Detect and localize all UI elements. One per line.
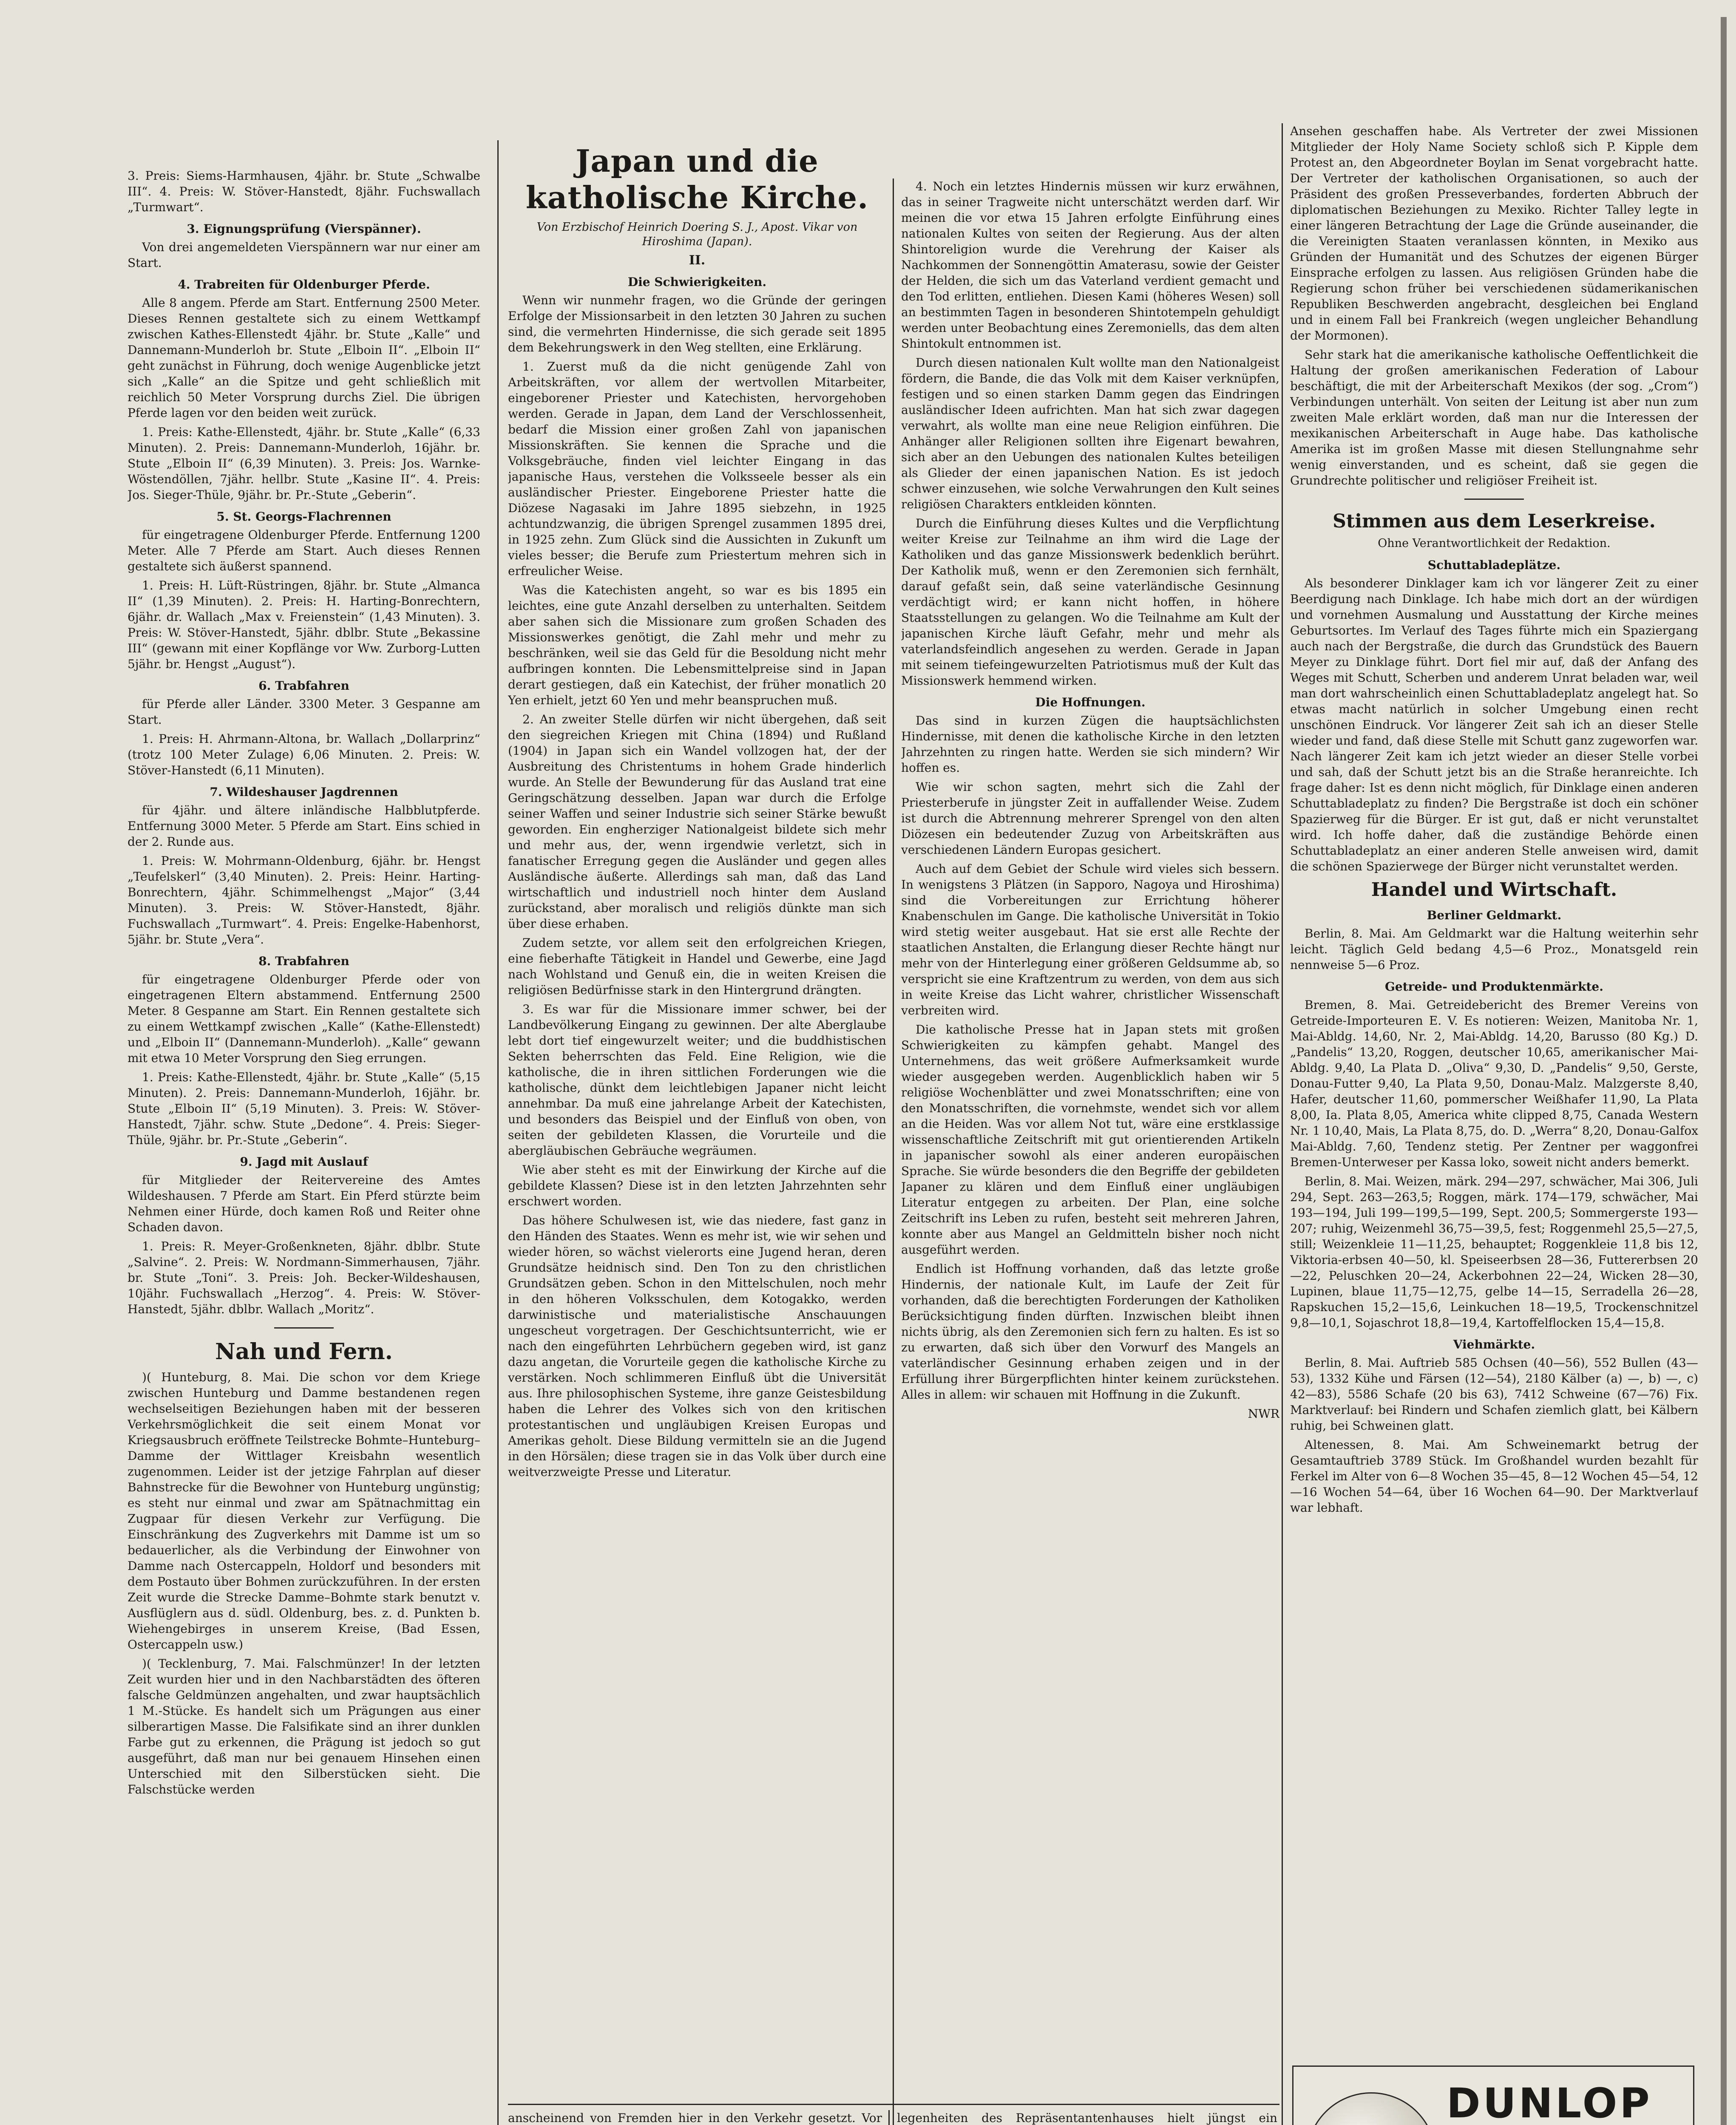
race-results: 1. Preis: H. Lüft-Rüstringen, 8jähr. br. Stute „Almanca II“ (1,39 Minuten). 2. Preis: H. Harting-Bonrechtern, 6jähr. dr. Wallach „Max v. Freienstein“ (1,43 Minuten). 3. Preis: W. Stöver-Hanstedt, 5jähr. dblbr. Stute „Bekassine III“ (gewann mit einer Kopflänge vor Ww. Zurborg-Lutten 5jähr. br. Hengst „August“). <box>128 578 480 671</box>
horizontal-rule <box>508 2104 1279 2105</box>
dunlop-advertisement <box>1292 2066 1694 2125</box>
section-heading: 9. Jagd mit Auslauf <box>240 1155 368 1169</box>
paragraph: Altenessen, 8. Mai. Am Schweinemarkt betrug der Gesamtauftrieb 3789 Stück. Im Großhandel wurden bezahlt für Ferkel im Alter von 6—8 Wochen 35—45, 8—12 Wochen 45—54, 12—16 Wochen 54—64, über 16 Wochen 64—90. Der Marktverlauf war lebhaft. <box>1290 1438 1698 1515</box>
column-rule <box>893 178 894 2125</box>
race-results: 1. Preis: Kathe-Ellenstedt, 4jähr. br. Stute „Kalle“ (5,15 Minuten). 2. Preis: Dannemann-Munderloh, 16jähr. br. Stute „Elboin II“ (5,19 Minuten). 3. Preis: W. Stöver-Hanstedt, 7jähr. schw. Stute „Dedone“. 4. Preis: Sieger-Thüle, 9jähr. br. Pr.-Stute „Geberin“. <box>128 1070 480 1147</box>
paragraph: Endlich ist Hoffnung vorhanden, daß das letzte große Hindernis, der nationale Kult, im Laufe der Zeit für vorhanden, daß die berechtigten Forderungen der Katholiken Berücksichtigung finden dürften. Inzwischen bleibt ihnen nichts übrig, als den Zeremonien sich fern zu halten. Es ist so zu erwarten, daß sich über den Vorwurf des Mangels an vaterländischer Gesinnung erhaben zeigen und in der Erfüllung ihrer Bürgerpflichten hinter keinem zurückstehen. Alles in allem: wir schauen mit Hoffnung in die Zukunft. <box>901 1262 1279 1402</box>
signature: NWR <box>1248 1407 1279 1421</box>
golf-ball-image <box>1306 2092 1436 2125</box>
paragraph: Alle 8 angem. Pferde am Start. Entfernung 2500 Meter. Dieses Rennen gestaltete sich zu einem Wettkampf zwischen Kathes-Ellenstedt 4jähr. br. Stute „Kalle“ und Dannemann-Munderloh br. Stute „Elboin II“. „Elboin II“ geht zunächst in Führung, doch wenige Augenblicke jetzt sich „Kalle“ an die Spitze und geht schließlich mit reichlich 50 Meter Vorsprung durchs Ziel. Die übrigen Pferde lagen vor den beiden weit zurück. <box>128 296 480 420</box>
paragraph: 1. Zuerst muß da die nicht genügende Zahl von Arbeitskräften, vor allem der wertvollen Mitarbeiter, eingeborener Priester und Katechisten, hervorgehoben werden. Gerade in Japan, dem Land der Verschlossenheit, bedarf die Mission einer großen Zahl von japanischen Missionskräften. Sie kennen die Sprache und die Volksgebräuche, finden viel leichter Eingang in das japanische Haus, verstehen die Volksseele besser als ein ausländischer Priester. Eingeborene Priester hatte die Diözese Nagasaki im Jahre 1895 siebzehn, in 1925 achtundzwanzig, die übrigen Sprengel zusammen 1895 drei, in 1925 zehn. Zum Glück sind die Aussichten in Zukunft um vieles besser; die Berufe zum Priestertum mehren sich in erfreulicher Weise. <box>508 360 886 578</box>
separator <box>274 1327 334 1329</box>
paragraph: für 4jähr. und ältere inländische Halbblutpferde. Entfernung 3000 Meter. 5 Pferde am Start. Eins schied in der 2. Runde aus. <box>128 803 480 849</box>
separator <box>1464 499 1524 500</box>
section-heading: 5. St. Georgs-Flachrennen <box>216 510 391 524</box>
paragraph: 4. Noch ein letztes Hindernis müssen wir kurz erwähnen, das in seiner Tragweite nicht unterschätzt werden darf. Wir meinen die vor etwa 15 Jahren erfolgte Einführung eines nationalen Kultes von seiten der Regierung. Aus der alten Shintoreligion wurde die Verehrung der Kaiser als Nachkommen der Sonnengöttin Amaterasu, sowie der Geister der Helden, die sich um das Vaterland verdient gemacht und den Tod erlitten, entliehen. Diesen Kami (höheres Wesen) soll an bestimmten Tagen in besonderen Shintotempeln gehuldigt werden unter Beobachtung eines Zeremoniells, das dem alten Shintokult entnommen ist. <box>901 179 1279 351</box>
paragraph: Bremen, 8. Mai. Getreidebericht des Bremer Vereins von Getreide-Importeuren E. V. Es notieren: Weizen, Manitoba Nr. 1, Mai-Abldg. 14,60, Nr. 2, Mai-Abldg. 14,20, Barusso (80 Kg.) D. „Pandelis“ 13,20, Roggen, deutscher 10,65, amerikanischer Mai-Abldg. 9,40, La Plata D. „Oliva“ 9,30, D. „Pandelis“ 9,50, Gerste, Donau-Futter 9,40, La Plata 9,50, Donau-Malz. Malzgerste 8,40, Hafer, deutscher 11,60, pommerscher Weißhafer 11,90, La Plata 8,00, Ia. Plata 8,05, America white clipped 8,75, Canada Western Nr. 1 10,40, Mais, La Plata 8,75, do. D. „Werra“ 8,20, Donau-Galfox Mai-Abldg. 7,60, Tendenz stetig. Per Zentner per waggonfrei Bremen-Unterweser per Kassa loko, soweit nicht anders bemerkt. <box>1290 998 1698 1169</box>
column-1 <box>128 168 480 2125</box>
paragraph: Die katholische Presse hat in Japan stets mit großen Schwierigkeiten zu kämpfen gehabt. Mangel des Unternehmens, das weit größere Aufmerksamkeit wurde wieder ausgegeben werden. Augenblicklich haben wir 5 religiöse Wochenblätter und zwei Monatsschriften; eine von den Monatsschriften, die vornehmste, wendet sich vor allem an die Heiden. Was vor allem Not tut, wäre eine erstklassige wissenschaftliche Zeitschrift mit gut orientierenden Artikeln in japanischer sowohl als einer anderen europäischen Sprache. Sie würde besonders die den Begriffe der gebildeten Japaner zu klären und dem Einfluß einer ungläubigen Literatur entgegen zu arbeiten. Der Plan, eine solche Zeitschrift ins Leben zu rufen, besteht seit mehreren Jahren, konnte aber aus Mangel an Geldmitteln bisher noch nicht ausgeführt werden. <box>901 1023 1279 1257</box>
stimmen-heading: Stimmen aus dem Leserkreise. <box>1333 510 1656 532</box>
paragraph: Ansehen geschaffen habe. Als Vertreter der zwei Missionen Mitglieder der Holy Name Society schloß sich P. Kipple dem Protest an, den Abgeordneter Boylan im Senat vorgebracht hatte. Der Vertreter der katholischen Organisationen, so auch der Präsident des großen Presseverbandes, forderten Abbruch der diplomatischen Beziehungen zu Mexiko. Richter Talley legte in einer längeren Betrachtung der Lage die Gründe auseinander, die die Vereinigten Staaten veranlassen könnten, in Mexiko aus Gründen der Humanität und des Schutzes der eigenen Bürger Einsprache erfolgen zu lassen. Aus religiösen Gründen habe die Regierung schon früher bei verschiedenen südamerikanischen Republiken Beschwerden angebracht, desgleichen bei England und in einem Fall bei Frankreich (wegen ungleicher Behandlung der Mormonen). <box>1290 124 1698 343</box>
paragraph: 3. Es war für die Missionare immer schwer, bei der Landbevölkerung Eingang zu gewinnen. Der alte Aberglaube lebt dort tief eingewurzelt weiter; und die buddhistischen Sekten beherrschten das Feld. Eine Religion, wie die katholische, die in ihren sittlichen Forderungen wie die katholische, dünkt dem leichtlebigen Japaner nicht leicht annehmbar. Da muß eine jahrelange Arbeit der Katechisten, und besonders das Beispiel und der Einfluß von oben, von seiten der gebildeten Klassen, die Vorurteile und die abergläubischen Gebräuche wegräumen. <box>508 1002 886 1158</box>
paragraph: Durch diesen nationalen Kult wollte man den Nationalgeist fördern, die Bande, die das Volk mit dem Kaiser verknüpfen, festigen und so einen starken Damm gegen das Eindringen ausländischer Ideen aufrichten. Man hat sich zwar dagegen verwahrt, als wollte man eine neue Religion einführen. Die Anhänger aller Religionen sollten ihre Eigenart bewahren, sich aber an den Uebungen des nationalen Kultes beteiligen als Glieder der einen japanischen Nation. Es ist jedoch schwer einzusehen, wie solche Verwahrungen den Kult seines religiösen Charakters entkleiden könnten. <box>901 356 1279 511</box>
section-heading: 7. Wildeshauser Jagdrennen <box>210 785 398 799</box>
news-item: )( Tecklenburg, 7. Mai. Falschmünzer! In der letzten Zeit wurden hier und in den Nachbarstädten des öfteren falsche Geldmünzen angehalten, und zwar hauptsächlich 1 M.-Stücke. Es handelt sich um Prägungen aus einer silberartigen Masse. Die Falsifikate sind an ihrer dunklen Farbe gut zu erkennen, die Prägung ist jedoch so gut ausgeführt, daß man nur bei genauem Hinsehen einen Unterschied mit den Silberstücken sieht. Die Falschstücke werden <box>128 1657 480 1796</box>
paragraph: Wie aber steht es mit der Einwirkung der Kirche auf die gebildete Klassen? Diese ist in den letzten Jahrzehnten sehr erschwert worden. <box>508 1163 886 1208</box>
paragraph: Zudem setzte, vor allem seit den erfolgreichen Kriegen, eine fieberhafte Tätigkeit in Handel und Gewerbe, eine Jagd nach Wohlstand und Genuß ein, die in weiten Kreisen die religiösen Bedürfnisse stark in den Hintergrund drängten. <box>508 936 886 997</box>
article-part: II. <box>689 253 706 268</box>
paragraph: für eingetragene Oldenburger Pferde oder von eingetragenen Eltern abstammend. Entfernung 2500 Meter. 8 Gespanne am Start. Ein Rennen gestaltete sich zu einem Wettkampf zwischen „Kalle“ (Kathe-Ellenstedt) und „Elboin II“ (Dannemann-Munderloh). „Kalle“ gewann mit etwa 10 Meter Vorsprung den Sieg errungen. <box>128 972 480 1065</box>
column-rule <box>1282 123 1283 2125</box>
paragraph: Was die Katechisten angeht, so war es bis 1895 ein leichtes, eine gute Anzahl derselben zu unterhalten. Seitdem aber sahen sich die Missionare zum großen Schaden des Missionswerkes genötigt, die Zahl mehr und mehr zu beschränken, weil sie das Geld für die Besoldung nicht mehr aufbringen konnten. Die Lebensmittelpreise sind in Japan derart gestiegen, daß ein Katechist, der früher monatlich 20 Yen erhielt, jetzt 60 Yen und mehr beanspruchen muß. <box>508 583 886 707</box>
column-rule <box>497 140 499 2125</box>
section-heading: 3. Eignungsprüfung (Vierspänner). <box>187 222 421 236</box>
paragraph: Berlin, 8. Mai. Am Geldmarkt war die Haltung weiterhin sehr leicht. Täglich Geld bedang 4,5—6 Proz., Monatsgeld rein nennweise 5—6 Proz. <box>1290 926 1698 972</box>
section-heading: 6. Trabfahren <box>258 679 349 693</box>
paragraph: Berlin, 8. Mai. Auftrieb 585 Ochsen (40—56), 552 Bullen (43—53), 1332 Kühe und Färsen (12—54), 2180 Kälber (a) —, b) —, c) 42—83), 5586 Schafe (20 bis 63), 7412 Schweine (67—76) Fix. Marktverlauf: bei Rindern und Schafen ziemlich glatt, bei Kälbern ruhig, bei Schweinen glatt. <box>1290 1356 1698 1433</box>
market-heading: Berliner Geldmarkt. <box>1427 908 1562 922</box>
news-item: )( Hunteburg, 8. Mai. Die schon vor dem Kriege zwischen Hunteburg und Damme bestandenen regen wechselseitigen Beziehungen haben mit der besseren Verkehrsmöglichkeit die seit einem Monat vor Kriegsausbruch eröffnete Teilstrecke Bohmte–Hunteburg–Damme der Wittlager Kreisbahn wesentlich zugenommen. Leider ist der jetzige Fahrplan auf dieser Bahnstrecke für die Bewohner von Hunteburg ungünstig; es steht nur einmal und zwar am Spätnachmittag ein Zugpaar für diesen Verkehr zur Verfügung. Die Einschränkung des Zugverkehrs mit Damme ist um so bedauerlicher, als die Verbindung der Einwohner von Damme nach Ostercappeln, Holdorf und besonders mit dem Postauto über Bohmen zurückzuführen. In der ersten Zeit wurde die Strecke Damme–Bohmte stark benutzt v. Ausflüglern aus d. südl. Oldenburg, bes. z. d. Punkten b. Wiehengebirges in unserem Kreise, (Bad Essen, Ostercappeln usw.) <box>128 1370 480 1652</box>
article-headline: Japan und die katholische Kirche. <box>525 143 869 215</box>
ad-brand: DUNLOP <box>1447 2080 1652 2125</box>
nah-und-fern-heading: Nah und Fern. <box>215 1339 393 1365</box>
race-results-text: 3. Preis: Siems-Harmhausen, 4jähr. br. Stute „Schwalbe III“. 4. Preis: W. Stöver-Hanstedt, 8jähr. Fuchswallach „Turmwart“. <box>128 169 480 214</box>
paragraph: Durch die Einführung dieses Kultes und die Verpflichtung weiter Kreise zur Teilnahme an ihm wird die Lage der Katholiken und das ganze Missionswerk bedenklich berührt. Der Katholik muß, wenn er den Zeremonien sich fernhält, darauf gefaßt sein, daß seine vaterländische Gesinnung verdächtigt wird; er kann nicht hoffen, in höhere Staatsstellungen zu gelangen. Wo die Teilnahme am Kult der japanischen Kirche läuft Gefahr, mehr und mehr als vaterlandsfeindlich angesehen zu werden. Gerade in Japan mit seinem tiefeingewurzelten Patriotismus muß der Kult das Missionswerk hemmend wirken. <box>901 516 1279 688</box>
paragraph: 2. An zweiter Stelle dürfen wir nicht übergehen, daß seit den siegreichen Kriegen mit China (1894) und Rußland (1904) in Japan sich ein Wandel vollzogen hat, der der Ausbreitung des Christentums in hohem Grade hinderlich wurde. An Stelle der Bewunderung für das Ausland trat eine Geringschätzung desselben. Japan war durch die Erfolge seiner Waffen und seiner Industrie sich seiner Stärke bewußt geworden. Ein engherziger Nationalgeist bildete sich mehr und mehr aus, der, wenn irgendwie verletzt, sich in fanatischer Erregung gegen die Ausländer und gegen alles Ausländische äußerte. Allerdings sah man, daß das Land wirtschaftlich und industriell noch hinter dem Ausland zurückstand, aber moralisch und religiös dünkte man sich über diese erhaben. <box>508 712 886 931</box>
column-4 <box>1290 123 1698 2057</box>
bottom-left-block <box>508 2110 882 2125</box>
paragraph: Von drei angemeldeten Vierspännern war nur einer am Start. <box>128 240 480 270</box>
column-2 <box>508 140 886 2125</box>
letter-heading: Schuttabladeplätze. <box>1427 558 1561 572</box>
section-heading: 4. Trabreiten für Oldenburger Pferde. <box>178 278 430 292</box>
race-results: 1. Preis: Kathe-Ellenstedt, 4jähr. br. Stute „Kalle“ (6,33 Minuten). 2. Preis: Dannemann-Munderloh, 16jähr. br. Stute „Elboin II“ (6,39 Minuten). 3. Preis: Jos. Warnke-Wöstendöllen, 7jähr. hellbr. Stute „Kasine II“. 4. Preis: Jos. Sieger-Thüle, 9jähr. br. Pr.-Stute „Geberin“. <box>128 425 480 502</box>
bottom-right-block <box>897 2110 1277 2125</box>
paragraph: Als besonderer Dinklager kam ich vor längerer Zeit zu einer Beerdigung nach Dinklage. Ich habe mich dort an der würdigen und vornehmen Ausmalung und Ausstattung der Kirche meines Geburtsortes. Im Verlauf des Tages führte mich ein Spaziergang auch nach der Bergstraße, die durch das Grundstück des Bauern Meyer zu Dinklage führt. Dort fiel mir auf, daß der Anfang des Weges mit Schutt, Scherben und anderem Unrat beladen war, weil man dort wahrscheinlich einen Schuttabladeplatz angelegt hat. So etwas macht natürlich in solcher Umgebung einen recht unschönen Eindruck. Vor längerer Zeit sah ich an dieser Stelle wieder und fand, daß diese Stelle mit Schutt ganz zugeworfen war. Nach längerer Zeit kam ich jetzt wieder an dieser Stelle vorbei und sah, daß der Schutt jetzt bis an die Straße heranreichte. Ich frage daher: Ist es denn nicht möglich, für Dinklage einen anderen Schuttabladeplatz zu finden? Die Bergstraße ist doch ein schöner Spazierweg für die Bürger. Er ist gut, daß er nicht verunstaltet wird. Ich hoffe daher, daß die zuständige Behörde einen Schuttabladeplatz an einer anderen Stelle anweisen wird, damit die schönen Spazierwege der Bürger nicht verunstaltet werden. <box>1290 576 1698 873</box>
section-heading: 8. Trabfahren <box>258 954 349 968</box>
paragraph: anscheinend von Fremden hier in den Verkehr gesetzt. Vor <box>508 2111 882 2125</box>
paragraph: für Mitglieder der Reitervereine des Amtes Wildeshausen. 7 Pferde am Start. Ein Pferd stürzte beim Nehmen einer Hürde, doch kamen Roß und Reiter ohne Schaden davon. <box>128 1173 480 1234</box>
race-results: 1. Preis: R. Meyer-Großenkneten, 8jähr. dblbr. Stute „Salvine“. 2. Preis: W. Nordmann-Simmerhausen, 7jähr. br. Stute „Toni“. 3. Preis: Joh. Becker-Wildeshausen, 10jähr. Fuchswallach „Herzog“. 4. Preis: W. Stöver-Hanstedt, 5jähr. dblbr. Wallach „Moritz“. <box>128 1239 480 1316</box>
paragraph: für eingetragene Oldenburger Pferde. Entfernung 1200 Meter. Alle 7 Pferde am Start. Auch dieses Rennen gestaltete sich äußerst spannend. <box>128 528 480 573</box>
page-edge-shadow <box>1721 17 1727 2125</box>
handel-heading: Handel und Wirtschaft. <box>1371 879 1617 901</box>
paragraph: Berlin, 8. Mai. Weizen, märk. 294—297, schwächer, Mai 306, Juli 294, Sept. 263—263,5; Roggen, märk. 174—179, schwächer, Mai 193—194, Juli 199—199,5—199, Sept. 200,5; Sommergerste 193—207; ruhig, Weizenmehl 36,75—39,5, fest; Roggenmehl 25,5—27,5, still; Weizenkleie 11—11,25, behauptet; Roggenkleie 11,8 bis 12, Viktoria-erbsen 40—50, kl. Speiseerbsen 28—36, Futtererbsen 20—22, Peluschken 20—24, Ackerbohnen 22—24, Wicken 28—30, Lupinen, blaue 11,75—12,75, gelbe 14—15, Serradella 26—28, Rapskuchen 15,2—15,6, Leinkuchen 18—19,5, Trockenschnitzel 9,8—10,1, Sojaschrot 18,8—19,4, Kartoffelflocken 15,4—15,8. <box>1290 1174 1698 1330</box>
column-3 <box>901 178 1279 2125</box>
paragraph: Das höhere Schulwesen ist, wie das niedere, fast ganz in den Händen des Staates. Wenn es mehr ist, wie wir sehen und wieder hören, so wächst vielerorts eine Jugend heran, deren Grundsätze heidnisch sind. Den Ton zu den christlichen Grundsätzen geben. Schon in den Mittelschulen, noch mehr in den höheren Volksschulen, dem Kotogakko, werden darwinistische und materialistische Anschauungen ungescheut vorgetragen. Der Geschichtsunterricht, wie er nach den eingeführten Lehrbüchern gegeben wird, ist ganz dazu angetan, die Vorurteile gegen die katholische Kirche zu verstärken. Noch schlimmeren Einfluß übt die Universität aus. Ihre philosophischen Systeme, ihre ganze Geistesbildung haben die Lehrer des Volkes sich von den kritischen protestantischen und ungläubigen Kreisen Europas und Amerikas geholt. Diese Bildung vermitteln sie an die Jugend in den Hörsälen; diese tragen sie in das Volk über durch eine weitverzweigte Presse und Literatur. <box>508 1213 886 1479</box>
paragraph: Das sind in kurzen Zügen die hauptsächlichsten Hindernisse, mit denen die katholische Kirche in den letzten Jahrzehnten zu ringen hatte. Werden sie sich mindern? Wir hoffen es. <box>901 714 1279 775</box>
race-results: 1. Preis: H. Ahrmann-Altona, br. Wallach „Dollarprinz“ (trotz 100 Meter Zulage) 6,06 Minuten. 2. Preis: W. Stöver-Hanstedt (6,11 Minuten). <box>128 732 480 777</box>
paragraph: legenheiten des Repräsentantenhauses hielt jüngst ein <box>897 2111 1277 2125</box>
market-heading: Getreide- und Produktenmärkte. <box>1384 980 1603 994</box>
race-results: 1. Preis: W. Mohrmann-Oldenburg, 6jähr. br. Hengst „Teufelskerl“ (3,40 Minuten). 2. Preis: Heinr. Harting-Bonrechtern, 4jähr. Schimmelhengst „Major“ (3,44 Minuten). 3. Preis: W. Stöver-Hanstedt, 8jähr. Fuchswallach „Turmwart“. 4. Preis: Engelke-Habenhorst, 5jähr. br. Stute „Vera“. <box>128 854 480 946</box>
column-rule <box>888 2110 890 2125</box>
paragraph: Auch auf dem Gebiet der Schule wird vieles sich bessern. In wenigstens 3 Plätzen (in Sapporo, Nagoya und Hiroshima) sind die Vorbereitungen zur Errichtung höherer Knabenschulen im Gange. Die katholische Universität in Tokio wird stetig weiter ausgebaut. Hat sie erst alle Rechte der staatlichen Anstalten, die Erlangung dieser Rechte hängt nur mehr von der Hinterlegung einer größeren Geldsumme ab, so verspricht sie eine Kraftzentrum zu werden, von dem aus sich in weite Kreise das Licht wahrer, christlicher Wissenschaft verbreiten wird. <box>901 862 1279 1017</box>
paragraph: für Pferde aller Länder. 3300 Meter. 3 Gespanne am Start. <box>128 697 480 727</box>
subheading: Die Schwierigkeiten. <box>627 275 767 289</box>
paragraph: Sehr stark hat die amerikanische katholische Oeffentlichkeit die Haltung der großen amerikanischen Federation of Labour beschäftigt, die mit der Arbeiterschaft Mexikos (der sog. „Crom“) Verbindungen unterhält. Von seiten der Leitung ist aber nun zum zweiten Male erklärt worden, daß man nur die Interessen der mexikanischen Arbeiterschaft in Auge habe. Das katholische Amerika ist im großen Masse mit diesen Stellungnahme sehr wenig einverstanden, und es scheint, daß sie gegen die Grundrechte politischer und religiöser Freiheit ist. <box>1290 348 1698 487</box>
paragraph: Wenn wir nunmehr fragen, wo die Gründe der geringen Erfolge der Missionsarbeit in den letzten 30 Jahren zu suchen sind, die vermehrten Hindernisse, die sich gerade seit 1895 dem Bekehrungswerk in den Weg stellten, eine Erklärung. <box>508 293 886 354</box>
subheading: Die Hoffnungen. <box>1035 695 1146 709</box>
paragraph: Wie wir schon sagten, mehrt sich die Zahl der Priesterberufe in jüngster Zeit in auffallender Weise. Zudem ist durch die Abtrennung mehrerer Sprengel von den alten Diözesen ein bedeutender Zuzug von Arbeitskräften aus verschiedenen Ländern Europas gesichert. <box>901 780 1279 857</box>
market-heading: Viehmärkte. <box>1453 1337 1535 1352</box>
stimmen-subheading: Ohne Verantwortlichkeit der Redaktion. <box>1378 537 1611 550</box>
article-byline: Von Erzbischof Heinrich Doering S. J., Apost. Vikar von Hiroshima (Japan). <box>536 221 858 248</box>
